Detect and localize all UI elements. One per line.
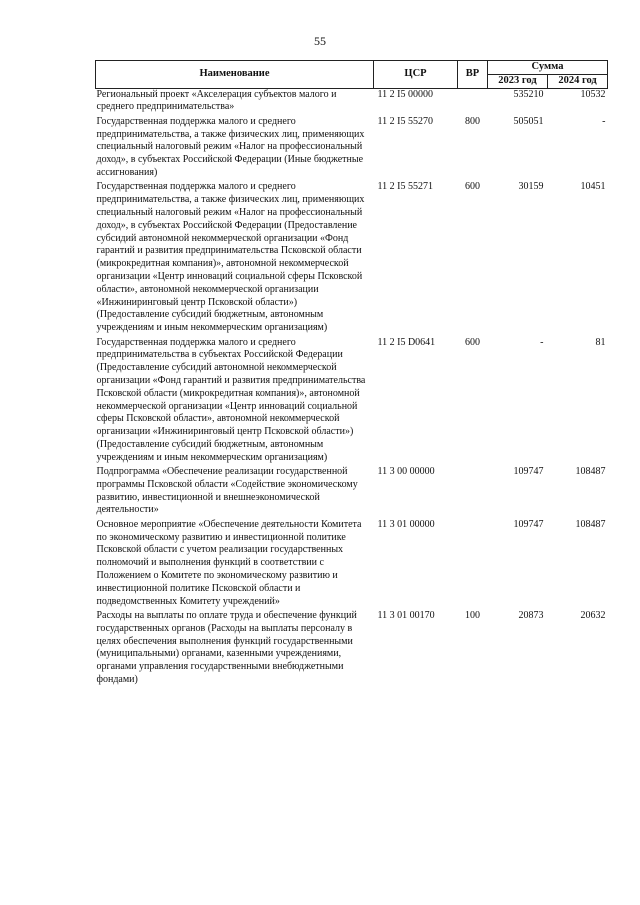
table-row [96, 116, 608, 182]
row-csr: 11 3 01 00170 [377, 610, 435, 622]
row-sum-2024: 10451 [580, 181, 606, 193]
row-sum-2024: 108487 [575, 518, 606, 530]
row-sum-2024: - [602, 115, 606, 127]
header-name: Наименование [96, 61, 374, 89]
header-csr: ЦСР [374, 61, 458, 89]
budget-table [95, 60, 608, 688]
row-vr: 100 [465, 610, 480, 622]
row-sum-2023: 30159 [518, 181, 544, 193]
row-sum-2023: 109747 [513, 466, 544, 478]
row-name: Расходы на выплаты по оплате труда и обеспечение функций государственных органов (Расходы на выплаты персоналу в целях обеспечения выполнения функций государственными (муниципальными) органами, казенными учреждениями, органами управления государственными внебюджетными фондами) [96, 610, 357, 686]
row-name: Государственная поддержка малого и среднего предпринимательства в субъектах Российской Федерации (Предоставление субсидий автономной некоммерческой организации «Фонд гарантий и развития предпринимательства Псковской области (микрокредитная компания)», автономной некоммерческой организации «Центр инноваций социальной сферы Псковской области», автономной некоммерческой организации «Инжиниринговый центр Псковской области») (Предоставление субсидий бюджетным, автономным учреждениям и иным некоммерческим организациям) [96, 336, 366, 463]
row-sum-2024: 81 [595, 336, 606, 348]
table-row [96, 88, 608, 116]
row-name: Подпрограмма «Обеспечение реализации государственной программы Псковской области «Содействие экономическому развитию, инвестиционной и внешнеэкономической деятельности» [96, 466, 358, 516]
row-vr [458, 466, 488, 519]
row-vr: 600 [465, 336, 480, 348]
header-vr: ВР [458, 61, 488, 89]
row-csr: 11 2 I5 55271 [377, 181, 433, 193]
row-csr: 11 3 01 00000 [377, 518, 435, 530]
table-row [96, 610, 608, 688]
row-sum-2024: 108487 [575, 466, 606, 478]
header-year-2023: 2023 год [488, 74, 548, 88]
row-vr: 800 [465, 115, 480, 127]
row-csr: 11 2 I5 00000 [377, 88, 433, 100]
table-row [96, 466, 608, 519]
row-sum-2024: 20632 [580, 610, 606, 622]
row-sum-2023: 20873 [518, 610, 544, 622]
row-sum-2023: 535210 [513, 88, 544, 100]
row-vr: 600 [465, 181, 480, 193]
row-vr [458, 88, 488, 116]
row-sum-2023: 109747 [513, 518, 544, 530]
row-vr [458, 519, 488, 610]
row-csr: 11 2 I5 55270 [377, 115, 433, 127]
row-name: Государственная поддержка малого и среднего предпринимательства, а также физических лиц, применяющих специальный налоговый режим «Налог на профессиональный доход», в субъектах Российской Федерации (Предоставление субсидий автономной некоммерческой организации «Фонд гарантий и развития предпринимательства Псковской области (микрокредитная компания)», автономной некоммерческой организации «Центр инноваций социальной сферы Псковской области», автономной некоммерческой организации «Инжиниринговый центр Псковской области») (Предоставление субсидий бюджетным, автономным учреждениям и иным некоммерческим организациям) [96, 181, 365, 334]
row-sum-2023: - [540, 336, 544, 348]
header-year-2024: 2024 год [548, 74, 608, 88]
table-row [96, 337, 608, 467]
table-row [96, 181, 608, 336]
table-row [96, 519, 608, 610]
row-name: Региональный проект «Акселерация субъектов малого и среднего предпринимательства» [96, 88, 337, 113]
row-sum-2024: 10532 [580, 88, 606, 100]
row-name: Основное мероприятие «Обеспечение деятельности Комитета по экономическому развитию и инвестиционной политике Псковской области с учетом реализации государственных полномочий и выполнения функций в соответствии с Положением о Комитете по экономическому развитию и инвестиционной политике Псковской области и подведомственных Комитету учреждений» [96, 518, 362, 607]
page-number: 55 [314, 34, 326, 48]
row-sum-2023: 505051 [513, 115, 544, 127]
row-csr: 11 3 00 00000 [377, 466, 435, 478]
row-name: Государственная поддержка малого и среднего предпринимательства, а также физических лиц, применяющих специальный налоговый режим «Налог на профессиональный доход», в субъектах Российской Федерации (Иные бюджетные ассигнования) [96, 115, 365, 178]
row-csr: 11 2 I5 D0641 [377, 336, 436, 348]
header-sum: Сумма [488, 61, 608, 75]
